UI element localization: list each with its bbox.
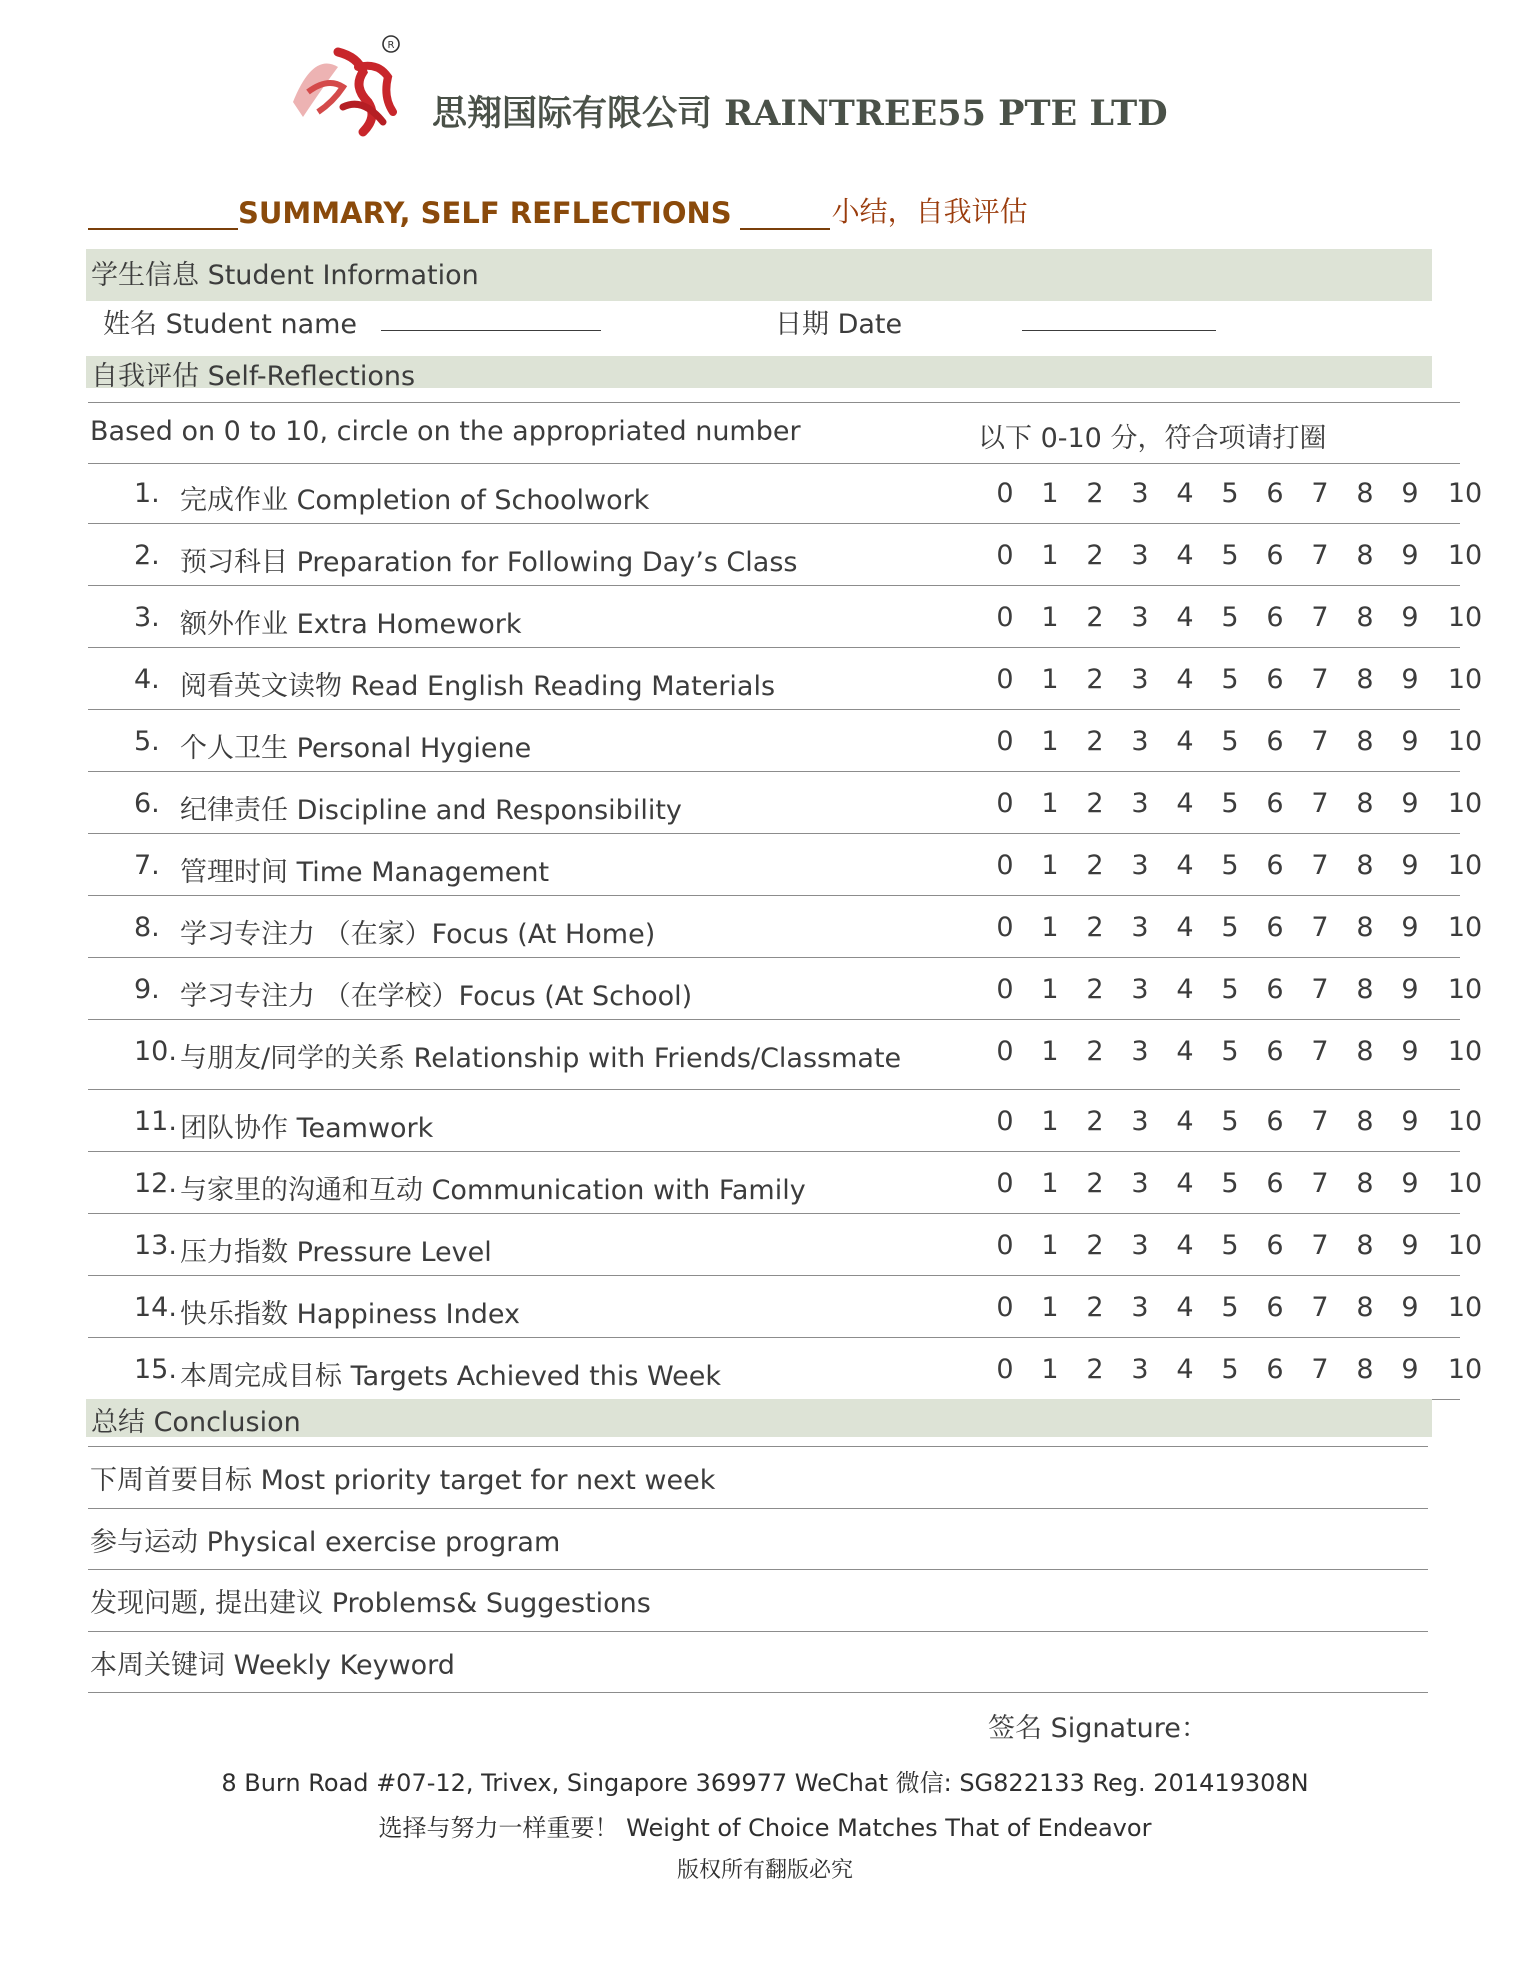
rating-option[interactable]: 10	[1447, 1168, 1483, 1199]
rating-option[interactable]: 6	[1266, 1292, 1284, 1323]
item-label: 与家里的沟通和互动 Communication with Family	[180, 1175, 806, 1206]
divider	[88, 833, 1460, 834]
rating-option[interactable]: 0	[996, 602, 1014, 633]
rating-row	[88, 850, 1483, 912]
rating-option[interactable]: 10	[1447, 478, 1483, 509]
instruction-en: Based on 0 to 10, circle on the appropriated number	[90, 416, 801, 447]
rating-option[interactable]: 3	[1131, 850, 1149, 881]
instruction-cn: 以下 0-10 分，符合项请打圈	[978, 423, 1327, 454]
date-field[interactable]	[1022, 330, 1216, 331]
rating-option[interactable]: 4	[1176, 478, 1194, 509]
rating-option[interactable]: 4	[1176, 602, 1194, 633]
rating-option[interactable]: 0	[996, 912, 1014, 943]
rating-option[interactable]: 8	[1356, 912, 1374, 943]
rating-option[interactable]: 10	[1447, 540, 1483, 571]
rating-option[interactable]: 0	[996, 1230, 1014, 1261]
rating-option[interactable]: 3	[1131, 1354, 1149, 1385]
rating-option[interactable]: 4	[1176, 974, 1194, 1005]
rating-option[interactable]: 8	[1356, 478, 1374, 509]
rating-option[interactable]: 0	[996, 1106, 1014, 1137]
item-number: 3.	[134, 602, 160, 633]
conclusion-label: 总结 Conclusion	[91, 1407, 301, 1438]
rating-row	[88, 540, 1483, 602]
rating-option[interactable]: 9	[1401, 1292, 1419, 1323]
rating-option[interactable]: 8	[1356, 602, 1374, 633]
rating-option[interactable]: 4	[1176, 1292, 1194, 1323]
item-label: 快乐指数 Happiness Index	[180, 1299, 520, 1330]
rating-option[interactable]: 0	[996, 540, 1014, 571]
rating-option[interactable]: 4	[1176, 850, 1194, 881]
rating-option[interactable]: 7	[1311, 974, 1329, 1005]
rating-option[interactable]: 4	[1176, 788, 1194, 819]
rating-option[interactable]: 5	[1221, 1292, 1239, 1323]
rating-option[interactable]: 3	[1131, 974, 1149, 1005]
rating-option[interactable]: 5	[1221, 726, 1239, 757]
rating-row	[88, 726, 1483, 788]
rating-option[interactable]: 6	[1266, 850, 1284, 881]
item-label: 个人卫生 Personal Hygiene	[180, 733, 532, 764]
rating-option[interactable]: 10	[1447, 912, 1483, 943]
item-label: 额外作业 Extra Homework	[180, 609, 522, 640]
rating-option[interactable]: 6	[1266, 1230, 1284, 1261]
student-name-label: 姓名 Student name	[103, 309, 358, 340]
rating-option[interactable]: 5	[1221, 602, 1239, 633]
item-number: 12.	[134, 1168, 177, 1199]
rating-option[interactable]: 4	[1176, 540, 1194, 571]
rating-option[interactable]: 3	[1131, 540, 1149, 571]
item-number: 2.	[134, 540, 160, 571]
rating-option[interactable]: 1	[1041, 1106, 1059, 1137]
rating-option[interactable]: 8	[1356, 1168, 1374, 1199]
rating-option[interactable]: 1	[1041, 850, 1059, 881]
rating-option[interactable]: 3	[1131, 788, 1149, 819]
rating-option[interactable]: 2	[1086, 478, 1104, 509]
student-info-band	[86, 249, 1432, 301]
rating-option[interactable]: 9	[1401, 1106, 1419, 1137]
rating-option[interactable]: 4	[1176, 1354, 1194, 1385]
rating-option[interactable]: 4	[1176, 1106, 1194, 1137]
rating-row	[88, 912, 1483, 974]
rating-option[interactable]: 8	[1356, 1106, 1374, 1137]
rating-option[interactable]: 9	[1401, 1036, 1419, 1067]
rating-row	[88, 1292, 1483, 1354]
rating-option[interactable]: 8	[1356, 1292, 1374, 1323]
rating-option[interactable]: 6	[1266, 664, 1284, 695]
rating-option[interactable]: 10	[1447, 1354, 1483, 1385]
rating-option[interactable]: 10	[1447, 1106, 1483, 1137]
conclusion-band	[86, 1399, 1432, 1437]
item-number: 6.	[134, 788, 160, 819]
item-label: 纪律责任 Discipline and Responsibility	[180, 795, 682, 826]
calligraphy-logo-icon	[283, 32, 405, 142]
rating-option[interactable]: 10	[1447, 1230, 1483, 1261]
rating-option[interactable]: 2	[1086, 1354, 1104, 1385]
item-number: 4.	[134, 664, 160, 695]
rating-option[interactable]: 2	[1086, 912, 1104, 943]
item-number: 8.	[134, 912, 160, 943]
rating-option[interactable]: 7	[1311, 1106, 1329, 1137]
rating-option[interactable]: 1	[1041, 1230, 1059, 1261]
rating-option[interactable]: 5	[1221, 974, 1239, 1005]
self-reflection-band	[86, 356, 1432, 392]
title-en: SUMMARY, SELF REFLECTIONS	[238, 196, 732, 230]
rating-option[interactable]: 2	[1086, 850, 1104, 881]
rating-option[interactable]: 5	[1221, 912, 1239, 943]
rating-option[interactable]: 5	[1221, 850, 1239, 881]
divider	[88, 1019, 1460, 1020]
rating-option[interactable]: 7	[1311, 1230, 1329, 1261]
footer-address: 8 Burn Road #07-12, Trivex, Singapore 369977 WeChat 微信: SG822133 Reg. 201419308N	[221, 1769, 1309, 1797]
date-label: 日期 Date	[775, 309, 903, 340]
rating-option[interactable]: 7	[1311, 726, 1329, 757]
rating-option[interactable]: 10	[1447, 1292, 1483, 1323]
rating-option[interactable]: 1	[1041, 726, 1059, 757]
rating-option[interactable]: 9	[1401, 788, 1419, 819]
rating-option[interactable]: 3	[1131, 478, 1149, 509]
rating-option[interactable]: 2	[1086, 726, 1104, 757]
rating-option[interactable]: 5	[1221, 1168, 1239, 1199]
rating-option[interactable]: 4	[1176, 1036, 1194, 1067]
divider	[88, 1569, 1428, 1570]
rating-option[interactable]: 5	[1221, 1354, 1239, 1385]
rating-option[interactable]: 1	[1041, 1036, 1059, 1067]
rating-option[interactable]: 8	[1356, 664, 1374, 695]
self-reflection-label: 自我评估 Self-Reflections	[91, 361, 416, 392]
rating-option[interactable]: 1	[1041, 788, 1059, 819]
rating-option[interactable]: 9	[1401, 1354, 1419, 1385]
rating-option[interactable]: 4	[1176, 1230, 1194, 1261]
item-label: 本周完成目标 Targets Achieved this Week	[180, 1361, 721, 1392]
item-label: 团队协作 Teamwork	[180, 1113, 434, 1144]
rating-option[interactable]: 0	[996, 478, 1014, 509]
conclusion-item[interactable]: 参与运动 Physical exercise program	[90, 1526, 561, 1558]
rating-option[interactable]: 7	[1311, 1354, 1329, 1385]
rating-option[interactable]: 10	[1447, 850, 1483, 881]
divider	[88, 1275, 1460, 1276]
rating-option[interactable]: 2	[1086, 664, 1104, 695]
item-number: 7.	[134, 850, 160, 881]
item-number: 1.	[134, 478, 160, 509]
divider	[88, 1692, 1428, 1693]
rating-option[interactable]: 8	[1356, 1354, 1374, 1385]
rating-option[interactable]: 8	[1356, 1036, 1374, 1067]
rating-option[interactable]: 5	[1221, 1230, 1239, 1261]
rating-option[interactable]: 0	[996, 788, 1014, 819]
rating-option[interactable]: 6	[1266, 1354, 1284, 1385]
rating-option[interactable]: 0	[996, 1292, 1014, 1323]
divider	[88, 709, 1460, 710]
rating-option[interactable]: 2	[1086, 1168, 1104, 1199]
item-label: 管理时间 Time Management	[180, 857, 550, 888]
conclusion-item[interactable]: 本周关键词 Weekly Keyword	[90, 1649, 455, 1681]
item-label: 学习专注力 （在家）Focus (At Home)	[180, 919, 656, 950]
rating-option[interactable]: 0	[996, 664, 1014, 695]
rating-option[interactable]: 6	[1266, 788, 1284, 819]
rating-option[interactable]: 9	[1401, 664, 1419, 695]
divider	[88, 895, 1460, 896]
divider	[88, 1089, 1460, 1090]
rating-row	[88, 1106, 1483, 1168]
item-label: 阅看英文读物 Read English Reading Materials	[180, 671, 776, 702]
rating-option[interactable]: 1	[1041, 1354, 1059, 1385]
rating-option[interactable]: 6	[1266, 912, 1284, 943]
divider	[88, 647, 1460, 648]
rating-option[interactable]: 9	[1401, 726, 1419, 757]
rating-option[interactable]: 1	[1041, 602, 1059, 633]
rating-row	[88, 664, 1483, 726]
rating-option[interactable]: 7	[1311, 1168, 1329, 1199]
rating-option[interactable]: 6	[1266, 1106, 1284, 1137]
rating-option[interactable]: 8	[1356, 974, 1374, 1005]
signature-label: 签名 Signature：	[988, 1713, 1208, 1744]
rating-option[interactable]: 4	[1176, 664, 1194, 695]
rating-option[interactable]: 8	[1356, 726, 1374, 757]
rating-option[interactable]: 6	[1266, 726, 1284, 757]
title-cn: 小结，自我评估	[831, 195, 1028, 228]
rating-option[interactable]: 10	[1447, 974, 1483, 1005]
rating-option[interactable]: 5	[1221, 788, 1239, 819]
rating-option[interactable]: 0	[996, 850, 1014, 881]
divider	[88, 771, 1460, 772]
item-number: 10.	[134, 1036, 177, 1067]
rating-option[interactable]: 8	[1356, 540, 1374, 571]
rating-option[interactable]: 2	[1086, 1230, 1104, 1261]
rating-option[interactable]: 5	[1221, 478, 1239, 509]
rating-row	[88, 1036, 1483, 1106]
rating-option[interactable]: 0	[996, 726, 1014, 757]
rating-option[interactable]: 9	[1401, 850, 1419, 881]
divider	[88, 523, 1460, 524]
rating-option[interactable]: 7	[1311, 850, 1329, 881]
rating-option[interactable]: 2	[1086, 602, 1104, 633]
svg-text:R: R	[387, 40, 395, 51]
rating-option[interactable]: 8	[1356, 1230, 1374, 1261]
rating-option[interactable]: 10	[1447, 726, 1483, 757]
rating-option[interactable]: 7	[1311, 664, 1329, 695]
title-blank-right	[740, 204, 830, 230]
rating-row	[88, 478, 1483, 540]
rating-option[interactable]: 6	[1266, 1168, 1284, 1199]
item-label: 完成作业 Completion of Schoolwork	[180, 485, 650, 516]
rating-option[interactable]: 3	[1131, 1168, 1149, 1199]
rating-option[interactable]: 9	[1401, 478, 1419, 509]
divider	[88, 1446, 1428, 1447]
rating-option[interactable]: 3	[1131, 1106, 1149, 1137]
rating-row	[88, 788, 1483, 850]
rating-option[interactable]: 3	[1131, 1036, 1149, 1067]
divider	[88, 1213, 1460, 1214]
divider	[88, 1631, 1428, 1632]
rating-option[interactable]: 9	[1401, 602, 1419, 633]
rating-option[interactable]: 10	[1447, 788, 1483, 819]
rating-option[interactable]: 6	[1266, 540, 1284, 571]
rating-option[interactable]: 7	[1311, 1036, 1329, 1067]
rating-option[interactable]: 1	[1041, 1292, 1059, 1323]
rating-option[interactable]: 0	[996, 1168, 1014, 1199]
rating-option[interactable]: 3	[1131, 726, 1149, 757]
rating-option[interactable]: 8	[1356, 788, 1374, 819]
rating-option[interactable]: 1	[1041, 540, 1059, 571]
rating-row	[88, 602, 1483, 664]
rating-option[interactable]: 2	[1086, 1036, 1104, 1067]
footer-motto: 选择与努力一样重要！ Weight of Choice Matches That of Endeavor	[378, 1814, 1152, 1842]
rating-option[interactable]: 8	[1356, 850, 1374, 881]
item-number: 15.	[134, 1354, 177, 1385]
footer-copyright: 版权所有翻版必究	[676, 1858, 853, 1883]
rating-option[interactable]: 7	[1311, 1292, 1329, 1323]
rating-option[interactable]: 6	[1266, 1036, 1284, 1067]
item-number: 14.	[134, 1292, 177, 1323]
rating-option[interactable]: 10	[1447, 602, 1483, 633]
rating-option[interactable]: 3	[1131, 1230, 1149, 1261]
rating-option[interactable]: 4	[1176, 1168, 1194, 1199]
divider	[88, 585, 1460, 586]
rating-option[interactable]: 7	[1311, 788, 1329, 819]
rating-row	[88, 974, 1483, 1036]
rating-row	[88, 1168, 1483, 1230]
rating-option[interactable]: 0	[996, 974, 1014, 1005]
rating-option[interactable]: 4	[1176, 912, 1194, 943]
rating-option[interactable]: 3	[1131, 602, 1149, 633]
rating-option[interactable]: 2	[1086, 788, 1104, 819]
rating-option[interactable]: 9	[1401, 974, 1419, 1005]
item-label: 学习专注力 （在学校）Focus (At School)	[180, 981, 693, 1012]
rating-option[interactable]: 7	[1311, 540, 1329, 571]
rating-option[interactable]: 9	[1401, 912, 1419, 943]
rating-option[interactable]: 6	[1266, 478, 1284, 509]
rating-option[interactable]: 3	[1131, 1292, 1149, 1323]
rating-option[interactable]: 9	[1401, 540, 1419, 571]
rating-row	[88, 1230, 1483, 1292]
rating-option[interactable]: 2	[1086, 1292, 1104, 1323]
rating-option[interactable]: 1	[1041, 664, 1059, 695]
divider	[88, 1151, 1460, 1152]
rating-option[interactable]: 10	[1447, 664, 1483, 695]
rating-option[interactable]: 2	[1086, 540, 1104, 571]
title-blank-left	[88, 204, 238, 230]
divider	[88, 463, 1460, 464]
rating-option[interactable]: 3	[1131, 664, 1149, 695]
item-label: 与朋友/同学的关系 Relationship with Friends/Classmate	[180, 1043, 902, 1074]
conclusion-item[interactable]: 发现问题, 提出建议 Problems& Suggestions	[90, 1588, 651, 1619]
rating-option[interactable]: 0	[996, 1036, 1014, 1067]
conclusion-item[interactable]: 下周首要目标 Most priority target for next week	[90, 1465, 716, 1496]
rating-option[interactable]: 5	[1221, 1106, 1239, 1137]
item-number: 5.	[134, 726, 160, 757]
item-number: 9.	[134, 974, 160, 1005]
company-name: 思翔国际有限公司 RAINTREE55 PTE LTD	[432, 93, 1168, 134]
student-info-label: 学生信息 Student Information	[91, 260, 479, 291]
rating-option[interactable]: 1	[1041, 478, 1059, 509]
divider	[88, 1337, 1460, 1338]
item-label: 预习科目 Preparation for Following Day’s Class	[180, 547, 798, 578]
item-label: 压力指数 Pressure Level	[180, 1237, 492, 1268]
rating-option[interactable]: 1	[1041, 974, 1059, 1005]
rating-option[interactable]: 10	[1447, 1036, 1483, 1067]
divider	[88, 402, 1460, 403]
rating-option[interactable]: 1	[1041, 1168, 1059, 1199]
rating-option[interactable]: 9	[1401, 1230, 1419, 1261]
rating-option[interactable]: 7	[1311, 602, 1329, 633]
rating-option[interactable]: 5	[1221, 664, 1239, 695]
rating-option[interactable]: 1	[1041, 912, 1059, 943]
rating-option[interactable]: 2	[1086, 974, 1104, 1005]
rating-option[interactable]: 2	[1086, 1106, 1104, 1137]
rating-option[interactable]: 0	[996, 1354, 1014, 1385]
rating-option[interactable]: 6	[1266, 974, 1284, 1005]
rating-option[interactable]: 9	[1401, 1168, 1419, 1199]
rating-option[interactable]: 4	[1176, 726, 1194, 757]
rating-option[interactable]: 5	[1221, 1036, 1239, 1067]
form-title	[88, 190, 1028, 230]
rating-option[interactable]: 5	[1221, 540, 1239, 571]
item-number: 13.	[134, 1230, 177, 1261]
item-number: 11.	[134, 1106, 177, 1137]
rating-option[interactable]: 3	[1131, 912, 1149, 943]
divider	[88, 957, 1460, 958]
student-name-field[interactable]	[381, 330, 601, 331]
rating-option[interactable]: 7	[1311, 478, 1329, 509]
rating-option[interactable]: 6	[1266, 602, 1284, 633]
divider	[88, 1508, 1428, 1509]
rating-option[interactable]: 7	[1311, 912, 1329, 943]
